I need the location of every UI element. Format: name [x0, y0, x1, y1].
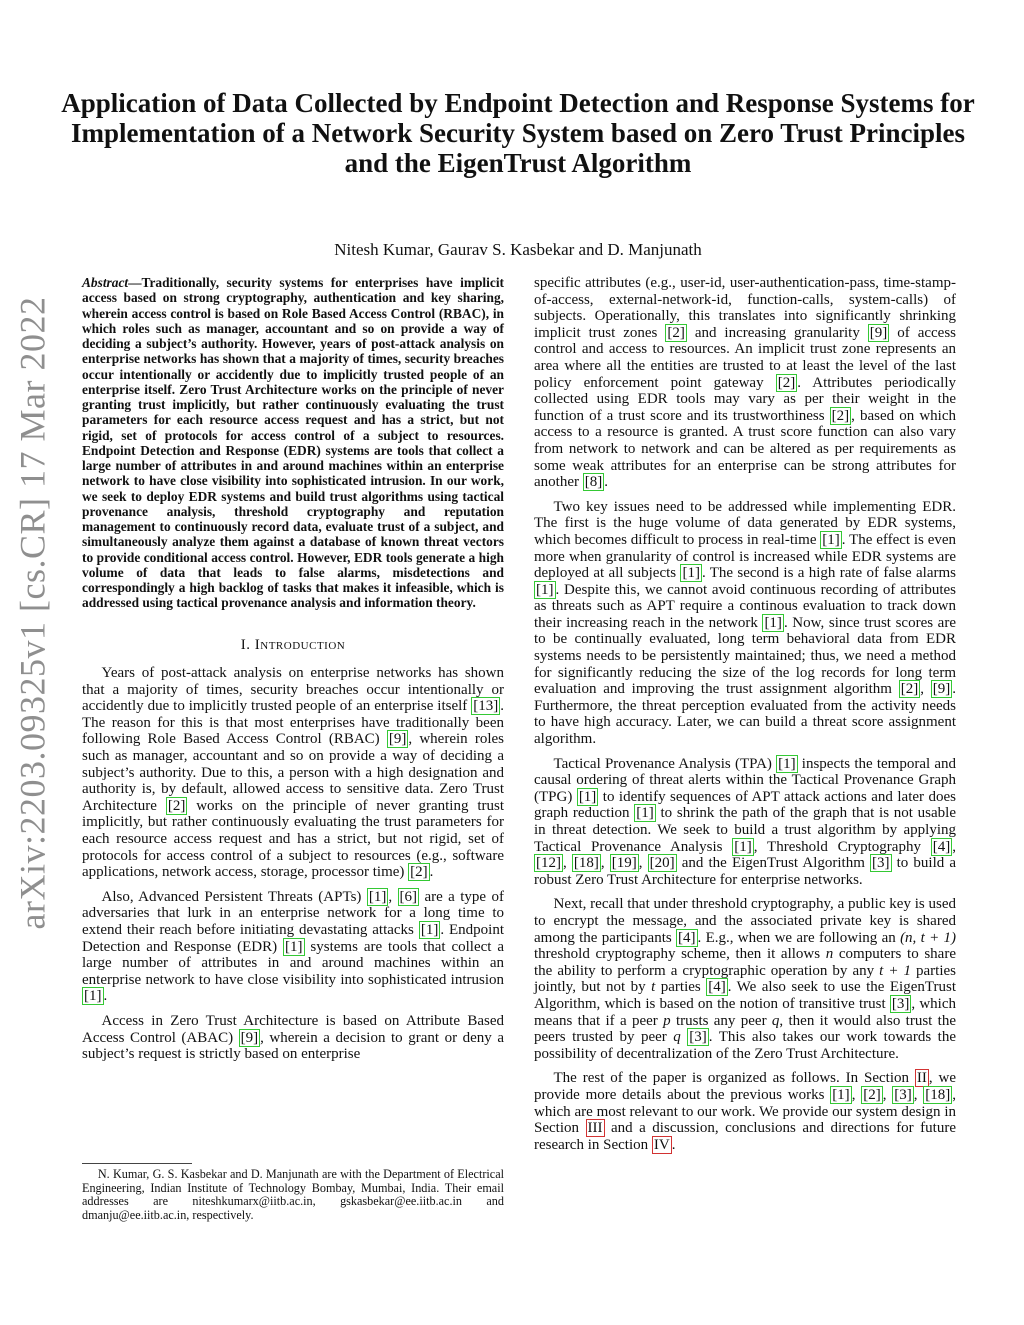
arxiv-identifier: arXiv:2203.09325v1 [cs.CR] 17 Mar 2022	[12, 296, 52, 930]
citation-link[interactable]: [9]	[869, 324, 888, 341]
arxiv-identifier-stamp	[8, 296, 56, 930]
citation-link[interactable]: [19]	[611, 855, 637, 872]
author-list: Nitesh Kumar, Gaurav S. Kasbekar and D. Manjunath	[334, 240, 702, 259]
citation-link[interactable]: [18]	[573, 855, 599, 872]
citation-link[interactable]: [12]	[536, 855, 561, 872]
math-expression: (n, t + 1)	[900, 929, 956, 946]
citation-link[interactable]: [1]	[832, 1086, 850, 1103]
citation-link[interactable]: [1]	[285, 938, 303, 955]
citation-link[interactable]: [3]	[689, 1029, 707, 1046]
citation-link[interactable]: [3]	[872, 855, 890, 872]
intro-paragraph-3: Access in Zero Trust Architecture is based on Attribute Based Access Control (ABAC) [9] , wherein a decision to grant or deny a subject’s request is strictly based on enterprise	[82, 1012, 504, 1063]
citation-link[interactable]: [20]	[649, 855, 675, 872]
citation-link[interactable]: [1]	[734, 838, 752, 855]
citation-link[interactable]: [9]	[240, 1029, 259, 1046]
author-affiliation-footnote	[82, 1168, 504, 1222]
math-expression: p	[663, 1012, 671, 1029]
citation-link[interactable]: [2]	[777, 374, 796, 391]
right-paragraph-3: Tactical Provenance Analysis (TPA) [1] inspects the temporal and causal ordering of threat alerts within the Tactical Provenance Graph (TPG) [1] to identify sequences of APT attack actions and later does graph reduction [1] to shrink the path of the graph that is not usable in threat detection. We seek to build a trust algorithm by applying Tactical Provenance Analysis [1] , Threshold Cryptography [4] , [12] , [18] , [19] , [20] and the EigenTrust Algorithm [3] to build a robust Zero Trust Architecture for enterprise networks.	[534, 755, 957, 888]
left-column	[82, 275, 504, 1071]
math-expression: t	[651, 979, 656, 996]
citation-link[interactable]: [4]	[708, 979, 726, 996]
citation-link[interactable]: [2]	[863, 1086, 881, 1103]
right-paragraph-1: specific attributes (e.g., user-id, user-authentication-pass, time-stamp-of-access, external-network-id, function-calls, system-calls) of subjects. Operationally, this translates into significantly shrinking implicit trust zones [2] and increasing granularity [9] of access control and access to resources. An implicit trust zone represents an area where all the entities are trusted to at least the level of the last policy enforcement point gateway [2] . Attributes periodically collected using EDR tools may vary as per their weight in the function of a trust score and its trustworthiness [2] , based on which access to a resource is granted. A trust score function can also vary from network to network and can be altered as per requirements as some weak attributes for an enterprise can be strong attributes for another [8] .	[534, 275, 957, 491]
citation-link[interactable]: [1]	[764, 614, 782, 631]
abstract	[82, 275, 504, 611]
section-link[interactable]: IV	[653, 1136, 670, 1153]
footnote-divider	[82, 1163, 192, 1164]
right-paragraph-4: Next, recall that under threshold cryptography, a public key is used to encrypt the message, and the associated private key is shared among the participants [4] . E.g., when we are following an (n, t + 1) threshold cryptography scheme, then it allows n computers to share the ability to perform a cryptographic operation by any t + 1 parties jointly, but not by t parties [4] . We also seek to use the EigenTrust Algorithm, which is based on the notion of transitive trust [3] , which means that if a peer p trusts any peer q, then it would also trust the peers trusted by peer q [3] . This also takes our work towards the possibility of decentralization of the Zero Trust Architecture.	[534, 896, 957, 1062]
footnote-text: N. Kumar, G. S. Kasbekar and D. Manjunath are with the Department of Electrical Engineering, Indian Institute of Technology Bombay, Mumbai, India. Their email addresses are niteshkumarx@iitb.ac.in, gskasbekar@ee.iitb.ac.in and dmanju@ee.iitb.ac.in, respectively.	[82, 1167, 504, 1222]
abstract-text: —Traditionally, security systems for enterprises have implicit access based on strong cryptography, authentication and key sharing, wherein access control is based on Role Based Access Control (RBAC), in which roles such as manager, accountant and so on provide a way of deciding a subject’s authority. However, years of post-attack analysis on enterprise networks has shown that a majority of times, security breaches occur intentionally or accidently due to implicitly trusted people of an enterprise itself. Zero Trust Architecture works on the principle of never granting trust implicitly, but rather continuously evaluating the trust parameters for each resource access request and has a strict, but not rigid, set of protocols for access control of a subject to resources. Endpoint Detection and Response (EDR) systems are tools that collect a large number of attributes in and around machines within an enterprise network to have close visibility into sophisticated intrusion. In our work, we seek to deploy EDR systems and build trust algorithms using tactical provenance analysis, threshold cryptography and reputation management to continuously record data, evaluate trust of a subject, and simultaneously analyze them against a database of known threat vectors to provide conditional access control. However, EDR tools generate a high volume of data that leads to false alarms, misdetections and correspondingly a high backlog of tasks that makes it infeasible, which is addressed using tactical provenance analysis and information theory.	[82, 275, 504, 611]
citation-link[interactable]: [6]	[399, 888, 418, 905]
citation-link[interactable]: [2]	[167, 797, 186, 814]
citation-link[interactable]: [3]	[894, 1086, 912, 1103]
citation-link[interactable]: [9]	[388, 731, 407, 748]
citation-link[interactable]: [2]	[900, 681, 919, 698]
citation-link[interactable]: [1]	[778, 755, 796, 772]
right-paragraph-5: The rest of the paper is organized as follows. In Section II , we provide more details about the previous works [1] , [2] , [3] , [18] , which are most relevant to our work. We provide our system design in Section III and a discussion, conclusions and directions for future research in Section IV .	[534, 1070, 957, 1153]
citation-link[interactable]: [1]	[578, 788, 597, 805]
section-link[interactable]: III	[587, 1120, 603, 1137]
math-expression: q	[771, 1012, 780, 1029]
citation-link[interactable]: [18]	[925, 1086, 951, 1103]
citation-link[interactable]: [4]	[678, 929, 696, 946]
citation-link[interactable]: [1]	[368, 888, 387, 905]
math-expression: n	[825, 946, 834, 963]
citation-link[interactable]: [1]	[420, 922, 439, 938]
citation-link[interactable]: [2]	[410, 864, 428, 881]
citation-link[interactable]: [13]	[473, 698, 499, 715]
right-column	[534, 275, 956, 1161]
citation-link[interactable]: [1]	[536, 581, 554, 598]
math-expression: q	[673, 1029, 681, 1046]
citation-link[interactable]: [8]	[584, 474, 603, 491]
citation-link[interactable]: [2]	[667, 324, 685, 341]
citation-link[interactable]: [1]	[822, 531, 840, 548]
intro-paragraph-1: Years of post-attack analysis on enterprise networks has shown that a majority of times, security breaches occur intentionally or accidently due to implicitly trusted people of an enterprise itself [13] . The reason for this is that most enterprises have traditionally been following Role Based Access Control (RBAC) [9] , wherein roles such as manager, accountant and so on provide a way of deciding a subject’s authority. Due to this, a person with a high designation and authority is, by default, allowed access to sensitive data. Zero Trust Architecture [2] works on the principle of never granting trust implicitly, but rather continuously evaluating the trust parameters for each resource access request and has a strict, but not rigid, set of protocols for access control of a subject to resources (e.g., software applications, network access, storage, processor time) [2] .	[82, 665, 504, 881]
citation-link[interactable]: [1]	[84, 988, 102, 1005]
citation-link[interactable]: [1]	[682, 565, 700, 582]
citation-link[interactable]: [9]	[932, 681, 951, 698]
paper-title: Application of Data Collected by Endpoint Detection and Response Systems for Implementation of a Network Security System based on Zero Trust Principles and the EigenTrust Algorithm	[61, 88, 975, 178]
right-paragraph-2: Two key issues need to be addressed while implementing EDR. The first is the huge volume of data generated by EDR systems, which becomes difficult to process in real-time [1] . The effect is even more when granularity of control is increased while EDR systems are deployed at all subjects [1] . The second is a high rate of false alarms [1] . Despite this, we cannot avoid continuous recording of attributes as threats such as APT require a continous evaluation to track down their increasing reach in the network [1] . Now, since trust scores are to be continually evaluated, long term behavioral data from EDR systems needs to be persistently maintained; thus, we need a method for significantly reducing the size of the log records for long term evaluation and improving the trust assignment algorithm [2] , [9] . Furthermore, the threat perception evaluated from the activity needs to have high accuracy. Later, we can build a threat score assignment algorithm.	[534, 498, 957, 748]
citation-link[interactable]: [4]	[932, 838, 951, 855]
citation-link[interactable]: [1]	[636, 805, 654, 822]
section-link[interactable]: II	[916, 1070, 927, 1087]
math-expression: t + 1	[879, 962, 911, 979]
citation-link[interactable]: [3]	[891, 995, 910, 1012]
citation-link[interactable]: [2]	[831, 407, 850, 424]
intro-paragraph-2: Also, Advanced Persistent Threats (APTs) [1] , [6] are a type of adversaries that lurk in an enterprise network for a long time to extend their reach before initiating devastating attacks [1] . Endpoint Detection and Response (EDR) [1] systems are tools that collect a large number of attributes in and around machines within an enterprise network to have close visibility into sophisticated intrusion [1] .	[82, 888, 504, 1005]
section-heading-introduction: I. Introduction	[240, 636, 346, 653]
abstract-label: Abstract	[82, 275, 129, 290]
